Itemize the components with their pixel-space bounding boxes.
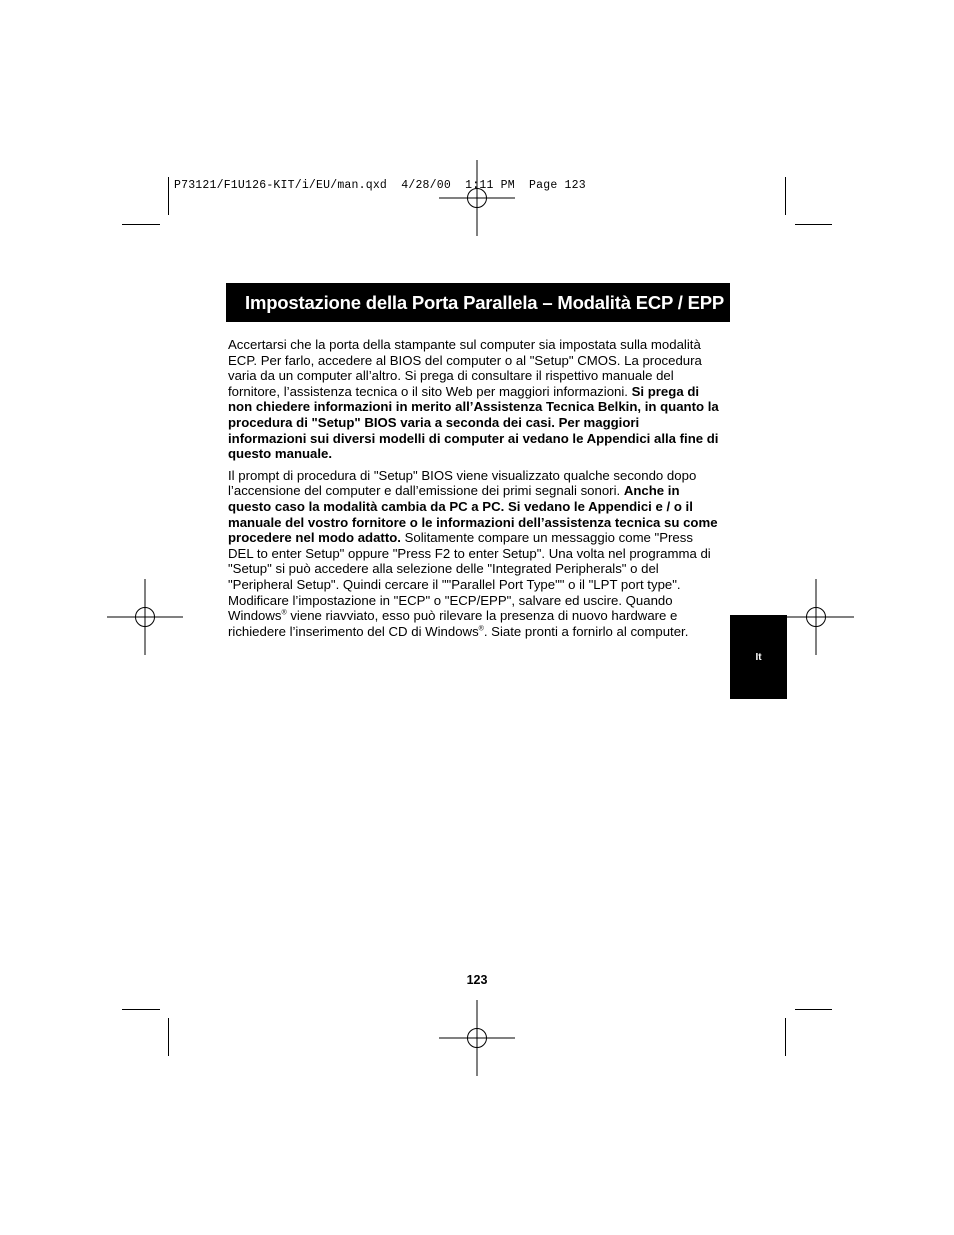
paragraph-2-text-c: . Siate pronti a fornirlo al computer.	[483, 623, 689, 639]
paragraph-1-bold-note: Si prega di non chiedere informazioni in merito all’Assistenza Tecnica Belkin, in quanto la procedura di "Setup" BIOS varia a seconda dei casi. Per maggiori informazioni sui diversi modelli di computer ai vedano le Appendici alla fine di questo manuale.	[228, 383, 719, 462]
registration-mark-left-icon	[107, 579, 183, 655]
crop-mark-bottom-right-horizontal	[795, 1009, 832, 1010]
crop-mark-bottom-left-vertical	[168, 1018, 169, 1056]
registration-mark-top-icon	[439, 160, 515, 236]
section-title-bar	[226, 283, 730, 322]
paragraph-2	[228, 468, 720, 640]
registration-mark-right-icon	[778, 579, 854, 655]
paragraph-2-bold-note: Anche in questo caso la modalità cambia da PC a PC. Si vedano le Appendici e / o il manuale del vostro fornitore o le informazioni dell’assistenza tecnica su come procedere nel modo adatto.	[228, 483, 718, 546]
registered-mark: ®	[281, 609, 287, 617]
page-number: 123	[466, 973, 488, 987]
registered-mark: ®	[478, 625, 484, 633]
crop-mark-top-right-vertical	[785, 177, 786, 215]
crop-mark-top-left-vertical	[168, 177, 169, 215]
print-slug-line: P73121/F1U126-KIT/i/EU/man.qxd 4/28/00 1:11 PM Page 123	[174, 179, 586, 192]
paragraph-1-text: Accertarsi che la porta della stampante sul computer sia impostata sulla modalità ECP. Per farlo, accedere al BIOS del computer o al "Setup" CMOS. La procedura varia da un computer all’altro. Si prega di consultare il rispettivo manuale del fornitore, l’assistenza tecnica o il sito Web per maggiori informazioni.	[228, 337, 702, 399]
paragraph-2-text-b: viene riavviato, esso può rilevare la presenza di nuovo hardware e richiedere l’inserimento del CD di Windows	[228, 608, 678, 639]
section-title: Impostazione della Porta Parallela – Modalità ECP / EPP	[245, 291, 725, 313]
paragraph-1	[228, 337, 720, 462]
body-text	[228, 337, 720, 645]
crop-mark-bottom-left-horizontal	[122, 1009, 160, 1010]
registration-mark-bottom-icon	[439, 1000, 515, 1076]
paragraph-2-text-a: Solitamente compare un messaggio come "Press DEL to enter Setup" oppure "Press F2 to enter Setup". Una volta nel programma di "Setup" si può accedere alla selezione delle "Integrated Peripherals" o del "Peripheral Setup". Quindi cercare il ""Parallel Port Type"" o il "LPT port type". Modificare l’impostazione in "ECP" o "ECP/EPP", salvare ed uscire. Quando Windows	[228, 530, 711, 624]
crop-mark-top-right-horizontal	[795, 224, 832, 225]
language-tab-label: It	[755, 651, 762, 663]
crop-mark-bottom-right-vertical	[785, 1018, 786, 1056]
crop-mark-top-left-horizontal	[122, 224, 160, 225]
paragraph-2-intro: Il prompt di procedura di "Setup" BIOS viene visualizzato qualche secondo dopo l’accensione del computer e dall’emissione dei primi segnali sonori.	[228, 467, 697, 499]
language-tab	[730, 615, 787, 699]
